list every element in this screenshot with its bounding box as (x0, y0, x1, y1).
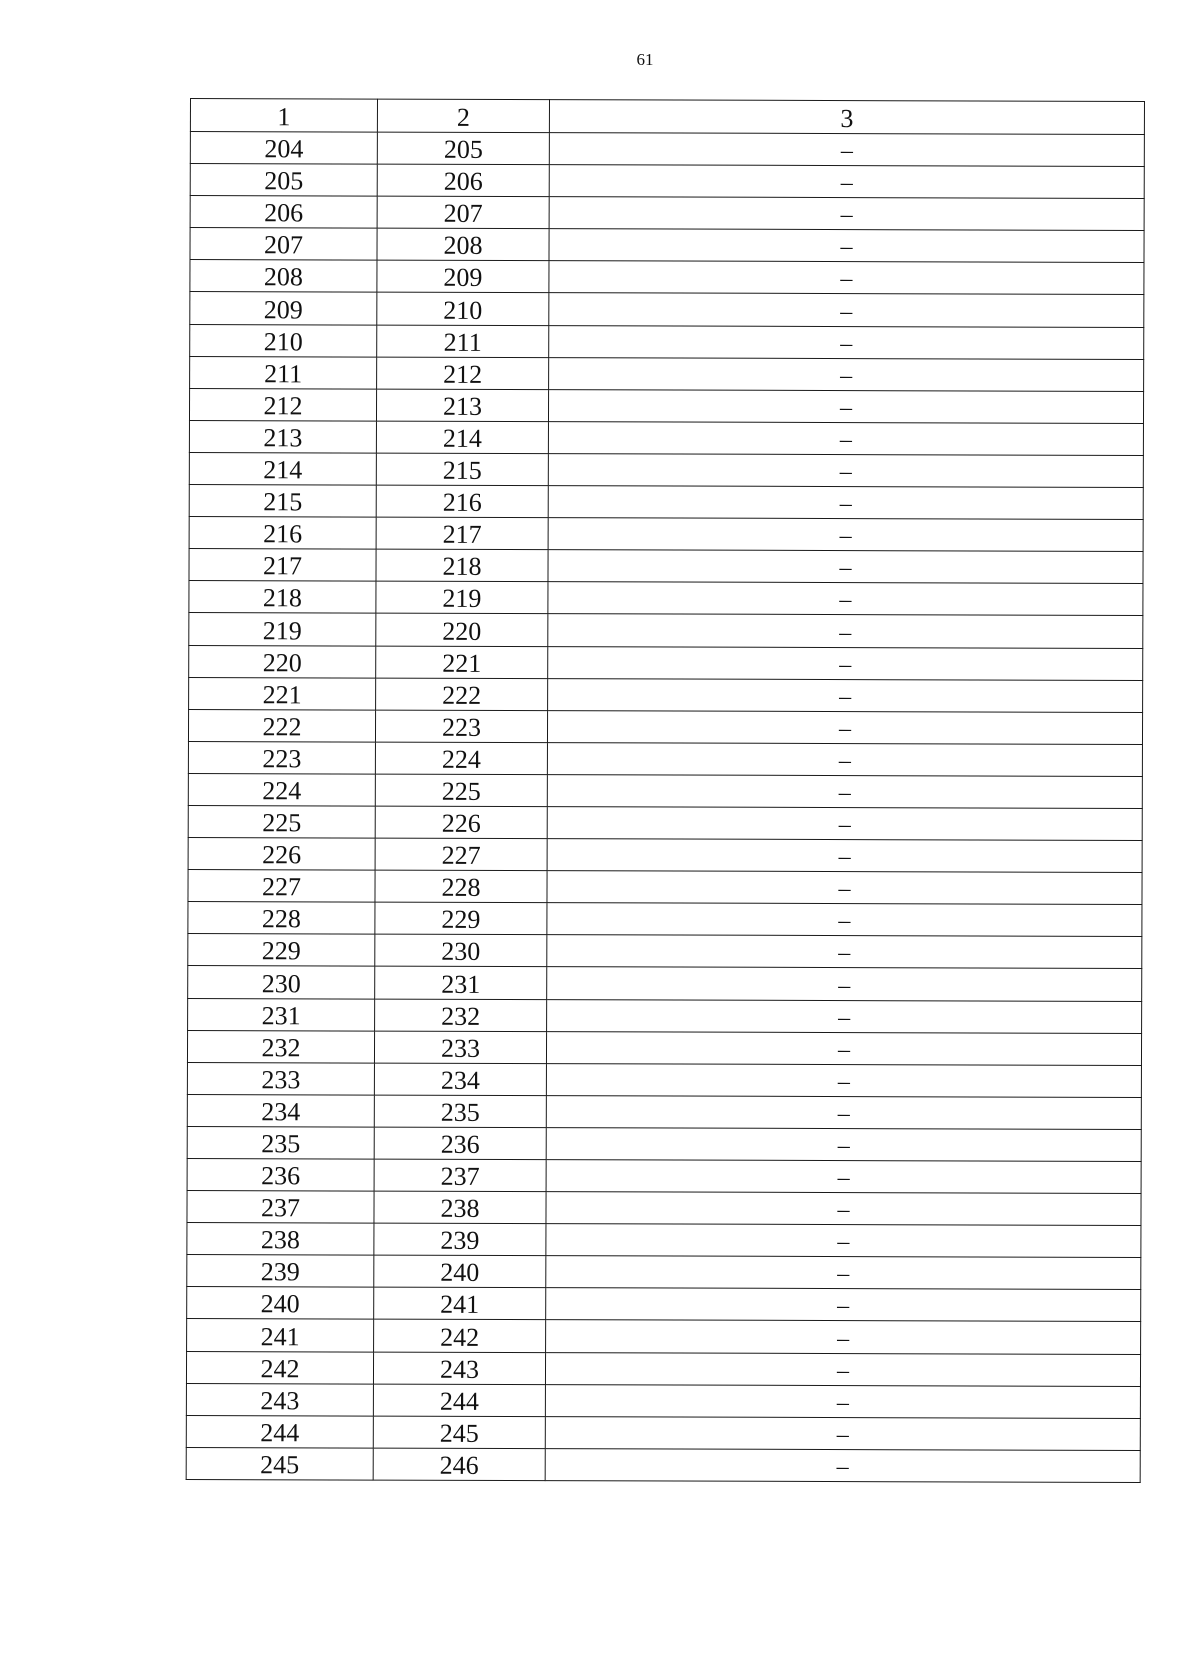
column-header-1: 1 (190, 99, 377, 133)
cell-col-2: 244 (373, 1384, 545, 1417)
cell-col-1: 204 (190, 132, 377, 165)
cell-col-3: – (549, 197, 1144, 231)
table-row (188, 902, 1142, 937)
cell-col-1: 224 (188, 773, 375, 806)
cell-col-2: 230 (375, 934, 547, 967)
cell-col-3: – (547, 967, 1142, 1001)
cell-col-1: 237 (187, 1191, 374, 1224)
cell-col-2: 229 (375, 902, 547, 935)
table-row (190, 292, 1144, 327)
table-row (189, 581, 1143, 616)
cell-col-2: 240 (374, 1255, 546, 1288)
cell-col-1: 241 (187, 1319, 374, 1352)
cell-col-2: 231 (375, 967, 547, 1000)
cell-col-1: 245 (186, 1447, 373, 1480)
cell-col-2: 208 (377, 228, 549, 261)
cell-col-1: 228 (188, 902, 375, 935)
table-row (187, 1191, 1141, 1226)
cell-col-1: 207 (190, 228, 377, 261)
table-row (189, 677, 1143, 712)
table-row (190, 356, 1144, 391)
cell-col-3: – (545, 1384, 1140, 1418)
cell-col-1: 214 (189, 452, 376, 485)
column-header-2: 2 (377, 99, 549, 133)
cell-col-3: – (545, 1416, 1140, 1450)
cell-col-1: 231 (188, 998, 375, 1031)
cell-col-1: 236 (187, 1158, 374, 1191)
table-row (189, 517, 1143, 552)
cell-col-1: 206 (190, 196, 377, 229)
cell-col-3: – (548, 421, 1143, 455)
table-row (188, 805, 1142, 840)
cell-col-2: 236 (374, 1127, 546, 1160)
cell-col-3: – (549, 165, 1144, 199)
table-row (187, 1255, 1141, 1290)
cell-col-3: – (546, 1320, 1141, 1354)
cell-col-1: 217 (189, 549, 376, 582)
cell-col-3: – (547, 839, 1142, 873)
table-row (189, 485, 1143, 520)
table-row (190, 228, 1144, 263)
cell-col-3: – (547, 871, 1142, 905)
table-row (188, 709, 1142, 744)
cell-col-2: 232 (375, 999, 547, 1032)
cell-col-3: – (548, 582, 1143, 616)
cell-col-2: 205 (377, 132, 549, 165)
table-row (190, 196, 1144, 231)
cell-col-1: 239 (187, 1255, 374, 1288)
cell-col-3: – (545, 1448, 1140, 1482)
table-row (190, 132, 1144, 167)
cell-col-1: 230 (188, 966, 375, 999)
cell-col-3: – (548, 486, 1143, 520)
cell-col-1: 226 (188, 838, 375, 871)
cell-col-3: – (549, 325, 1144, 359)
cell-col-3: – (546, 1288, 1141, 1322)
cell-col-2: 237 (374, 1159, 546, 1192)
cell-col-2: 222 (376, 678, 548, 711)
cell-col-2: 213 (376, 389, 548, 422)
cell-col-1: 215 (189, 485, 376, 518)
cell-col-1: 234 (187, 1094, 374, 1127)
cell-col-3: – (549, 261, 1144, 295)
cell-col-1: 227 (188, 870, 375, 903)
cell-col-1: 205 (190, 164, 377, 197)
cell-col-1: 216 (189, 517, 376, 550)
cell-col-2: 220 (376, 613, 548, 646)
table-row (187, 1319, 1141, 1354)
cell-col-1: 210 (190, 324, 377, 357)
table-row (189, 645, 1143, 680)
cell-col-3: – (548, 678, 1143, 712)
cell-col-2: 245 (373, 1416, 545, 1449)
cell-col-2: 227 (375, 838, 547, 871)
cell-col-2: 243 (373, 1352, 545, 1385)
table-row (189, 420, 1143, 455)
cell-col-2: 212 (377, 357, 549, 390)
cell-col-3: – (549, 229, 1144, 263)
cell-col-2: 226 (375, 806, 547, 839)
cell-col-3: – (546, 1095, 1141, 1129)
cell-col-3: – (546, 1063, 1141, 1097)
table-row (187, 1223, 1141, 1258)
cell-col-3: – (546, 1031, 1141, 1065)
cell-col-1: 222 (188, 709, 375, 742)
cell-col-2: 214 (376, 421, 548, 454)
cell-col-2: 228 (375, 870, 547, 903)
cell-col-2: 241 (374, 1287, 546, 1320)
table-row (188, 773, 1142, 808)
cell-col-1: 211 (190, 356, 377, 389)
cell-col-2: 217 (376, 517, 548, 550)
cell-col-2: 206 (377, 164, 549, 197)
cell-col-1: 244 (186, 1415, 373, 1448)
cell-col-3: – (548, 614, 1143, 648)
table-row (190, 164, 1144, 199)
cell-col-3: – (548, 454, 1143, 488)
cell-col-1: 242 (186, 1351, 373, 1384)
cell-col-2: 246 (373, 1448, 545, 1481)
cell-col-2: 216 (376, 485, 548, 518)
cell-col-1: 208 (190, 260, 377, 293)
cell-col-1: 223 (188, 741, 375, 774)
cell-col-3: – (547, 935, 1142, 969)
cell-col-1: 220 (189, 645, 376, 678)
table-header (190, 99, 1144, 135)
table-row (189, 613, 1143, 648)
cell-col-3: – (547, 999, 1142, 1033)
cell-col-1: 218 (189, 581, 376, 614)
table-row (190, 324, 1144, 359)
table-row (189, 452, 1143, 487)
table-row (188, 966, 1142, 1001)
cell-col-3: – (547, 710, 1142, 744)
table-row (188, 934, 1142, 969)
cell-col-3: – (546, 1160, 1141, 1194)
cell-col-3: – (549, 133, 1144, 167)
table-row (186, 1351, 1140, 1386)
cell-col-2: 218 (376, 549, 548, 582)
cell-col-3: – (548, 646, 1143, 680)
table-row (190, 260, 1144, 295)
cell-col-1: 229 (188, 934, 375, 967)
cell-col-2: 210 (377, 293, 549, 326)
cell-col-1: 212 (189, 388, 376, 421)
cell-col-2: 233 (374, 1031, 546, 1064)
data-table (186, 98, 1145, 1483)
cell-col-3: – (549, 293, 1144, 327)
cell-col-3: – (547, 807, 1142, 841)
table-row (188, 870, 1142, 905)
table-row (187, 1126, 1141, 1161)
cell-col-2: 221 (376, 646, 548, 679)
cell-col-3: – (548, 389, 1143, 423)
cell-col-1: 233 (187, 1062, 374, 1095)
cell-col-1: 235 (187, 1126, 374, 1159)
cell-col-3: – (548, 518, 1143, 552)
cell-col-2: 239 (374, 1223, 546, 1256)
table-row (187, 1094, 1141, 1129)
table-row (187, 1030, 1141, 1065)
cell-col-1: 221 (189, 677, 376, 710)
table-row (186, 1415, 1140, 1450)
cell-col-2: 235 (374, 1095, 546, 1128)
cell-col-2: 207 (377, 196, 549, 229)
cell-col-1: 225 (188, 805, 375, 838)
table-header-row (190, 99, 1144, 135)
cell-col-3: – (546, 1192, 1141, 1226)
cell-col-2: 223 (375, 710, 547, 743)
cell-col-3: – (549, 357, 1144, 391)
table-row (187, 1158, 1141, 1193)
cell-col-2: 211 (377, 325, 549, 358)
page-number: 61 (636, 50, 654, 69)
cell-col-2: 224 (375, 742, 547, 775)
cell-col-3: – (545, 1352, 1140, 1386)
cell-col-3: – (547, 903, 1142, 937)
cell-col-2: 238 (374, 1191, 546, 1224)
cell-col-1: 213 (189, 420, 376, 453)
cell-col-2: 219 (376, 581, 548, 614)
cell-col-1: 219 (189, 613, 376, 646)
table-row (188, 838, 1142, 873)
cell-col-3: – (546, 1224, 1141, 1258)
table-row (187, 1287, 1141, 1322)
cell-col-2: 209 (377, 260, 549, 293)
cell-col-2: 234 (374, 1063, 546, 1096)
column-header-3: 3 (549, 100, 1144, 135)
cell-col-3: – (548, 550, 1143, 584)
cell-col-3: – (547, 775, 1142, 809)
table-row (188, 998, 1142, 1033)
table-row (189, 549, 1143, 584)
cell-col-2: 242 (374, 1320, 546, 1353)
table-row (186, 1447, 1140, 1482)
cell-col-1: 209 (190, 292, 377, 325)
cell-col-3: – (546, 1256, 1141, 1290)
cell-col-1: 240 (187, 1287, 374, 1320)
cell-col-1: 243 (186, 1383, 373, 1416)
cell-col-1: 238 (187, 1223, 374, 1256)
cell-col-2: 215 (376, 453, 548, 486)
table-row (186, 1383, 1140, 1418)
table-row (189, 388, 1143, 423)
cell-col-3: – (546, 1128, 1141, 1162)
table-row (188, 741, 1142, 776)
cell-col-2: 225 (375, 774, 547, 807)
cell-col-3: – (547, 742, 1142, 776)
table-body (186, 132, 1144, 1483)
table-row (187, 1062, 1141, 1097)
cell-col-1: 232 (187, 1030, 374, 1063)
